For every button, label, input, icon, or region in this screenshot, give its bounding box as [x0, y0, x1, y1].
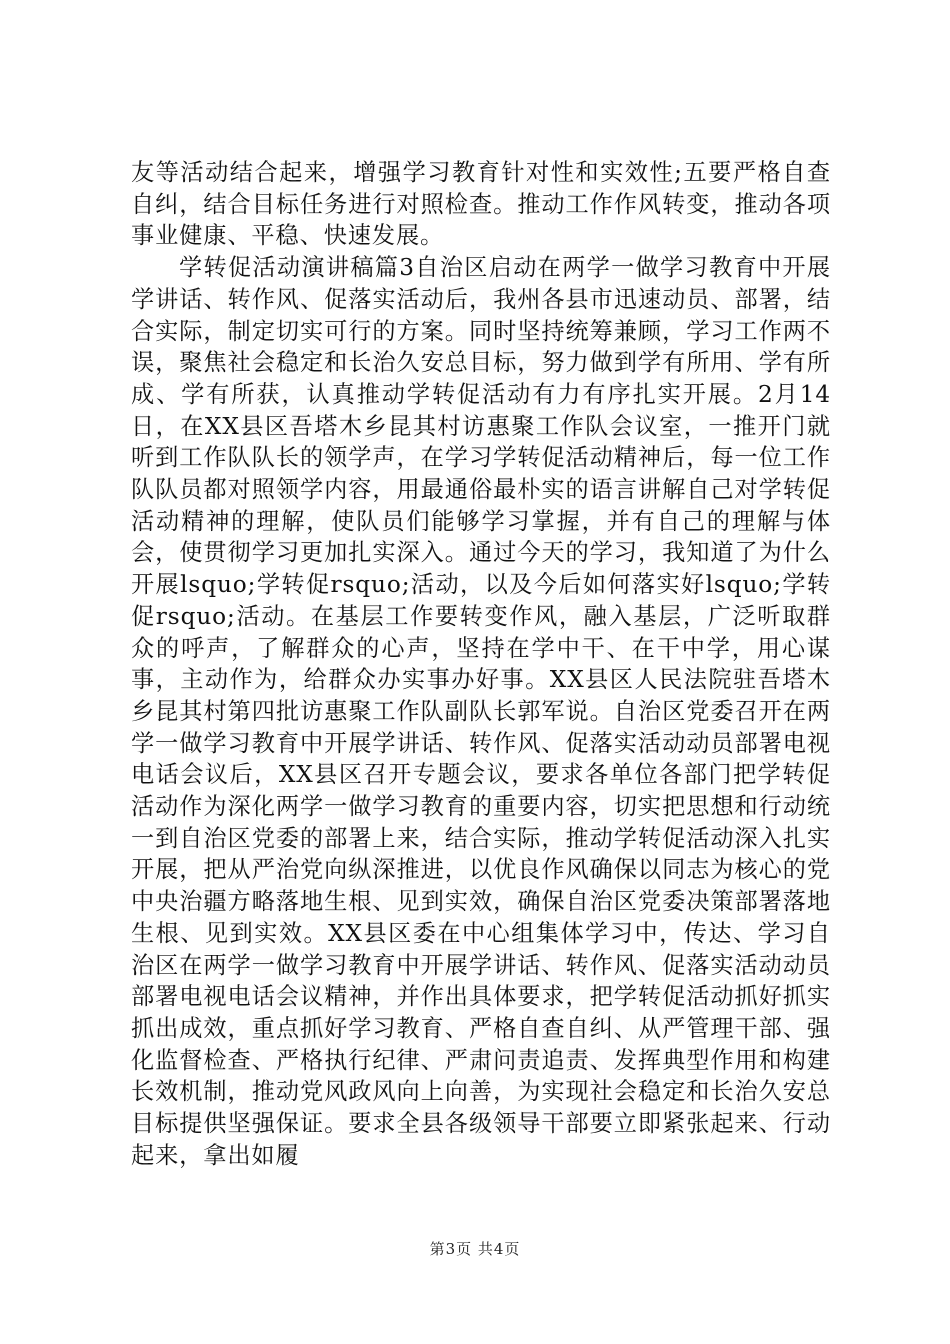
page-number-footer: 第3页 共4页: [429, 1240, 521, 1258]
paragraph-continuation: 友等活动结合起来，增强学习教育针对性和实效性;五要严格自查自纠，结合目标任务进行对照检查。推动工作作风转变，推动各项事业健康、平稳、快速发展。: [131, 159, 831, 250]
document-body: [131, 157, 831, 1172]
paragraph-speech-3: 学转促活动演讲稿篇3自治区启动在两学一做学习教育中开展学讲话、转作风、促落实活动后，我州各县市迅速动员、部署，结合实际，制定切实可行的方案。同时坚持统筹兼顾，学习工作两不误，聚焦社会稳定和长治久安总目标，努力做到学有所用、学有所成、学有所获，认真推动学转促活动有力有序扎实开展。2月14日，在XX县区吾塔木乡昆其村访惠聚工作队会议室，一推开门就听到工作队队长的领学声，在学习学转促活动精神后，每一位工作队队员都对照领学内容，用最通俗最朴实的语言讲解自己对学转促活动精神的理解，使队员们能够学习掌握，并有自己的理解与体会，使贯彻学习更加扎实深入。通过今天的学习，我知道了为什么开展lsquo;学转促rsquo;活动，以及今后如何落实好lsquo;学转促rsquo;活动。在基层工作要转变作风，融入基层，广泛听取群众的呼声，了解群众的心声，坚持在学中干、在干中学，用心谋事，主动作为，给群众办实事办好事。XX县区人民法院驻吾塔木乡昆其村第四批访惠聚工作队副队长郭军说。自治区党委召开在两学一做学习教育中开展学讲话、转作风、促落实活动动员部署电视电话会议后，XX县区召开专题会议，要求各单位各部门把学转促活动作为深化两学一做学习教育的重要内容，切实把思想和行动统一到自治区党委的部署上来，结合实际，推动学转促活动深入扎实开展，把从严治党向纵深推进，以优良作风确保以同志为核心的党中央治疆方略落地生根、见到实效，确保自治区党委决策部署落地生根、见到实效。XX县区委在中心组集体学习中，传达、学习自治区在两学一做学习教育中开展学讲话、转作风、促落实活动动员部署电视电话会议精神，并作出具体要求，把学转促活动抓好抓实抓出成效，重点抓好学习教育、严格自查自纠、从严管理干部、强化监督检查、严格执行纪律、严肃问责追责、发挥典型作用和构建长效机制，推动党风政风向上向善，为实现社会稳定和长治久安总目标提供坚强保证。要求全县各级领导干部要立即紧张起来、行动起来，拿出如履: [131, 254, 831, 1169]
